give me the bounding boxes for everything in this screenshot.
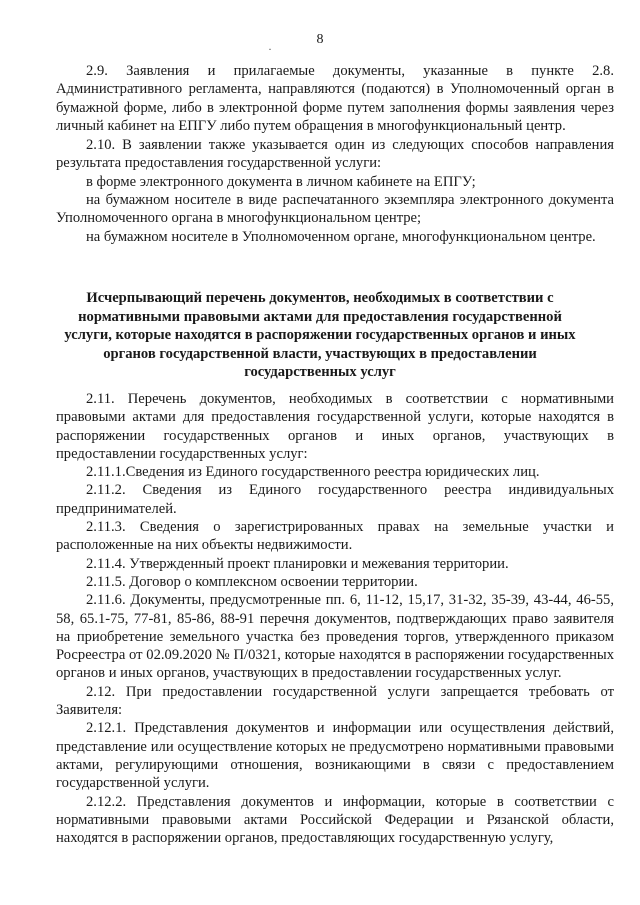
- paragraph-2-11-2: 2.11.2. Сведения из Единого государственного реестра индивидуальных предпринимателей.: [56, 482, 614, 517]
- paragraph-2-9: 2.9. Заявления и прилагаемые документы, указанные в пункте 2.8. Административного регламента, направляются (подаются) в Уполномоченный орган в бумажной форме, либо в электронной форме путем заполнения формы заявления через личный кабинет на ЕПГУ либо путем обращения в многофункциональный центр.: [56, 63, 614, 134]
- option-paper-mfc: на бумажном носителе в виде распечатанного экземпляра электронного документа Уполномоченного органа в многофункциональном центре;: [56, 192, 614, 227]
- page-number: 8: [316, 32, 324, 47]
- paragraph-2-11-1: 2.11.1.Сведения из Единого государственного реестра юридических лиц.: [86, 464, 540, 481]
- paragraph-2-12-2: 2.12.2. Представления документов и информации, которые в соответствии с нормативными правовыми актами Российской Федерации и Рязанской области, находятся в распоряжении органов, предоставляющих государственную услугу,: [56, 793, 614, 847]
- paragraph-2-12: 2.12. При предоставлении государственной услуги запрещается требовать от Заявителя:: [56, 683, 614, 719]
- paragraph-2-10: 2.10. В заявлении также указывается один из следующих способов направления результата предоставления государственной услуги:: [56, 137, 614, 172]
- option-electronic: в форме электронного документа в личном кабинете на ЕПГУ;: [86, 173, 476, 190]
- paragraph-2-11-5: 2.11.5. Договор о комплексном освоении территории.: [86, 573, 418, 590]
- paragraph-2-11-6: 2.11.6. Документы, предусмотренные пп. 6, 11-12, 15,17, 31-32, 35-39, 43-44, 46-55, 58, 65.1-75, 77-81, 85-86, 88-91 перечня документов, подтверждающих право заявителя на приобретение земельного участка без проведения торгов, утвержденного приказом Росреестра от 02.09.2020 № П/0321, которые находятся в распоряжении государственных органов и иных органов, участвующих в предоставлении государственных услуг.: [56, 592, 614, 682]
- paragraph-2-11: 2.11. Перечень документов, необходимых в соответствии с нормативными правовыми актами для предоставления государственной услуги, которые находятся в распоряжении государственных органов и иных органов, участвующих в предоставлении государственных услуг:: [56, 391, 614, 462]
- section-bottom: [56, 390, 614, 847]
- section-top: [56, 62, 614, 246]
- section-heading: Исчерпывающий перечень документов, необходимых в соответствии с нормативными правовыми актами для предоставления государственной услуги, которые находятся в распоряжении государственных органов и иных органов государственной власти, участвующих в предоставлении государственных услуг: [64, 290, 576, 381]
- option-paper-authority: на бумажном носителе в Уполномоченном органе, многофункциональном центре.: [86, 228, 596, 245]
- scan-mark: ·: [268, 42, 272, 56]
- paragraph-2-11-3: 2.11.3. Сведения о зарегистрированных правах на земельные участки и расположенные на них объекты недвижимости.: [56, 519, 614, 554]
- paragraph-2-11-4: 2.11.4. Утвержденный проект планировки и межевания территории.: [86, 555, 509, 572]
- paragraph-2-12-1: 2.12.1. Представления документов и информации или осуществления действий, представление или осуществление которых не предусмотрено нормативными правовыми актами, регулирующими отношения, возникающими в связи с предоставлением государственной услуги.: [56, 720, 614, 792]
